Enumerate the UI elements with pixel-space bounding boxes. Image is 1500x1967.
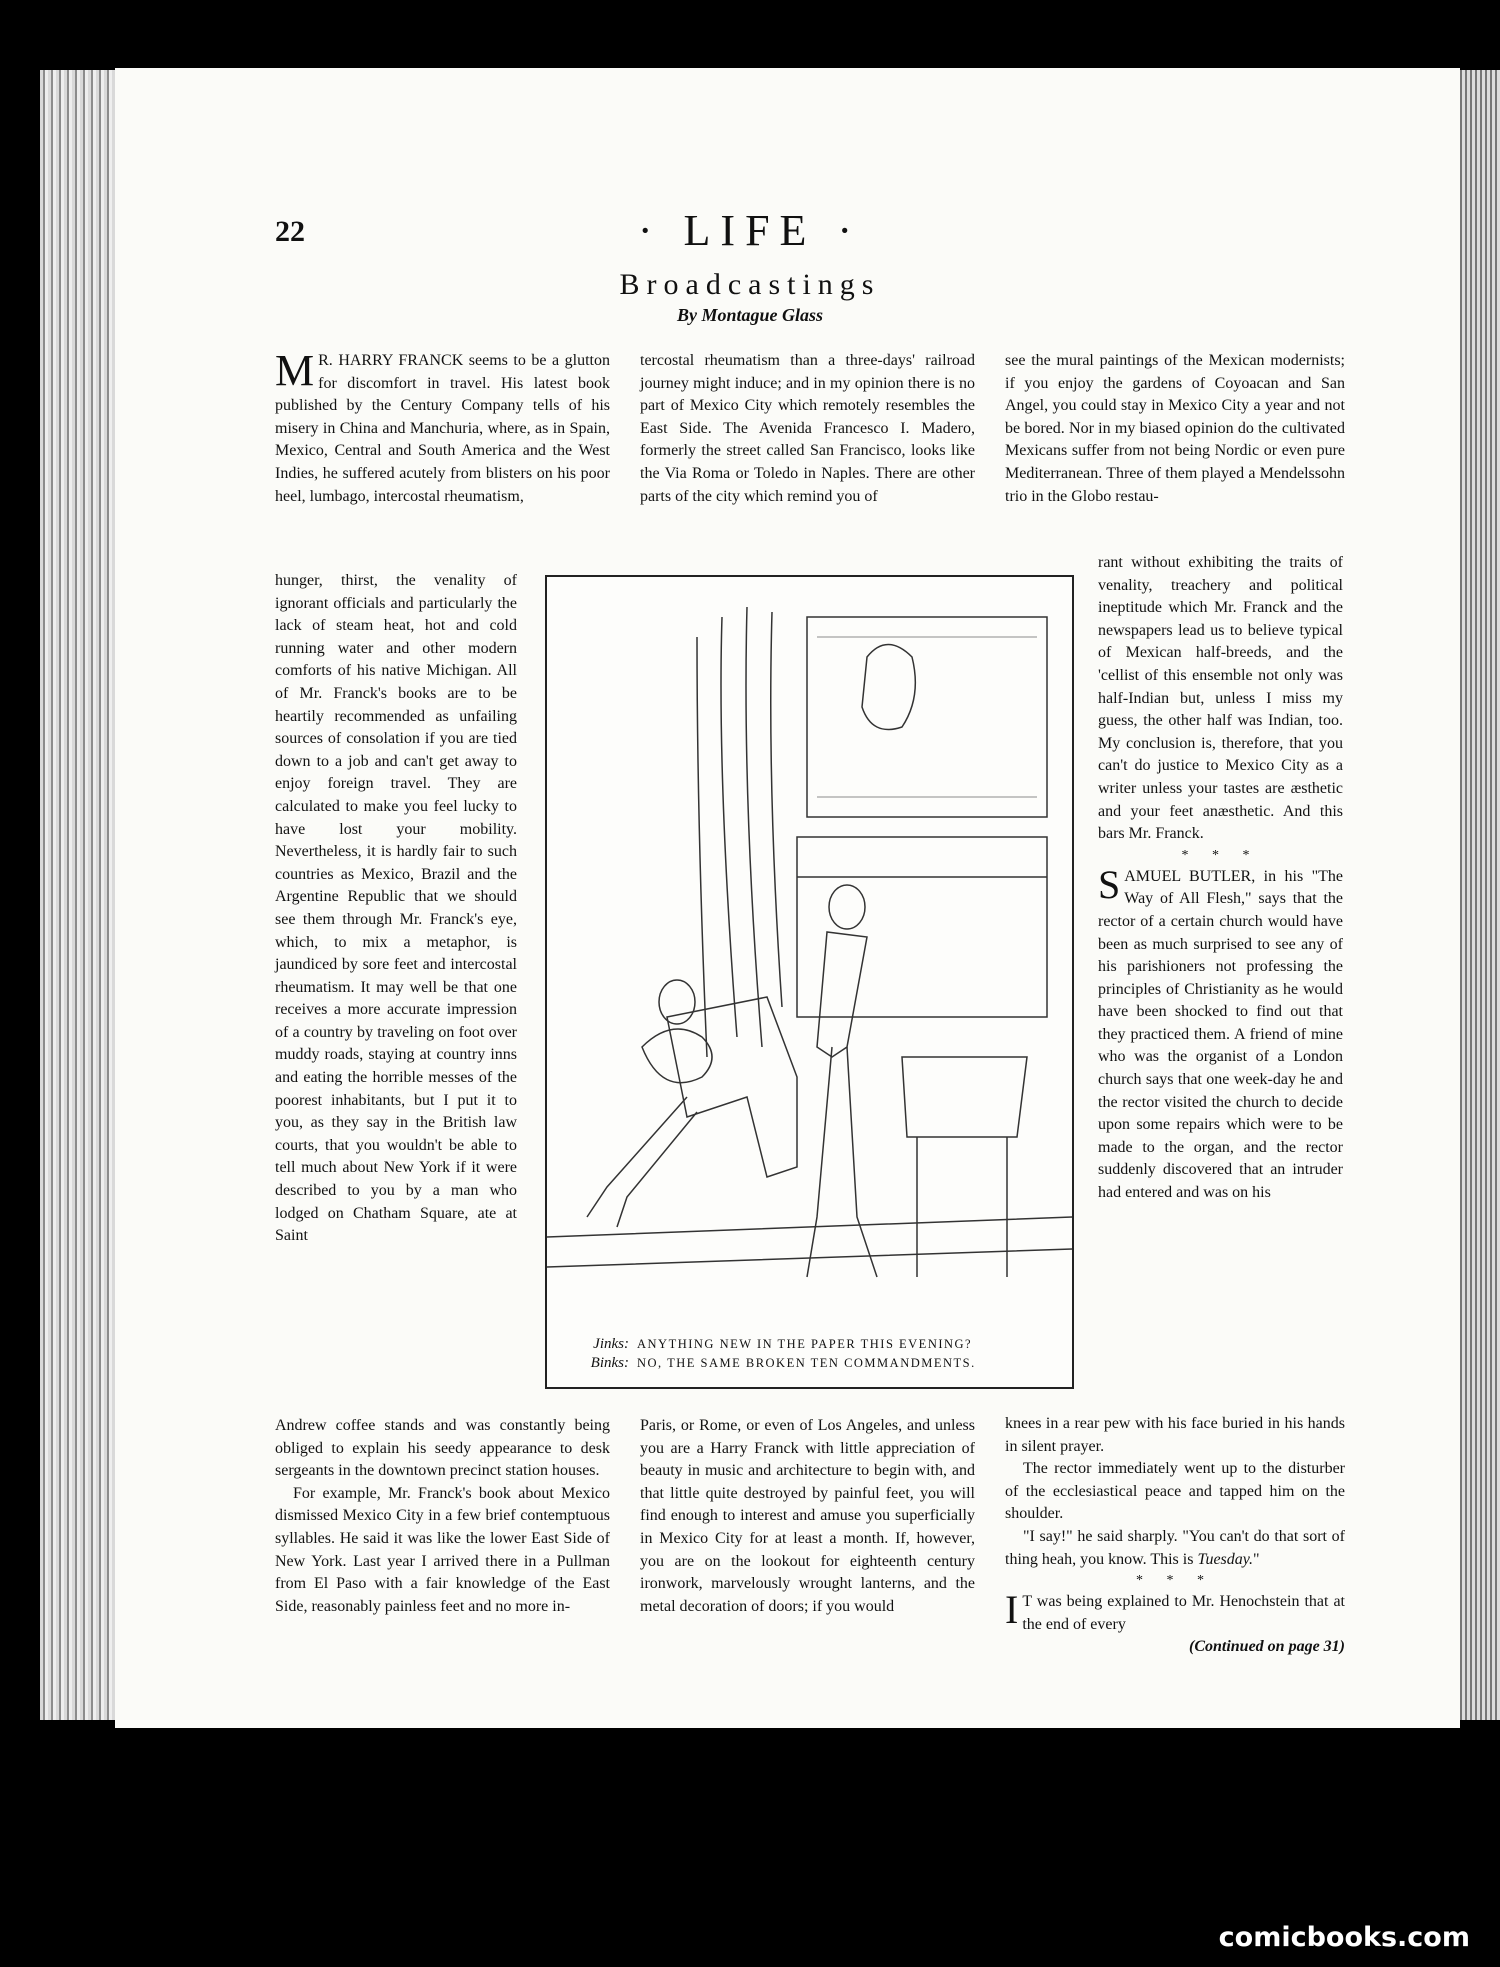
watermark: comicbooks.com	[1218, 1922, 1470, 1953]
drop-cap-m: M	[275, 346, 315, 395]
col3-quote: "I say!" he said sharply. "You can't do that sort of thing heah, you know. This is	[1005, 1527, 1345, 1568]
col1-top-text: R. HARRY FRANCK seems to be a glutton for discomfort in travel. His latest book published by the Century Company tells of his misery in China and Manchuria, where, as in Spain, Mexico, Central and South America and the West Indies, he suffered acutely from blisters on his poor heel, lumbago, intercostal rheumatism,	[275, 352, 610, 505]
column-1-top	[275, 346, 610, 508]
col3-paragraph-3	[1005, 1526, 1345, 1571]
column-1-narrow	[275, 570, 517, 1248]
col3-quote-end: "	[1253, 1550, 1260, 1568]
article-byline: By Montague Glass	[676, 305, 824, 325]
butler-text: AMUEL BUTLER, in his "The Way of All Flesh," says that the rector of a certain church would have been as much surprised to see any of his parishioners not professing the principles of Christianity as he would have been shocked to find out that they practiced them. A friend of mine who was the organist of a London church says that one week-day he and the rector visited the church to decide upon some repairs which were to be made to the organ, and the rector suddenly discovered that an intruder had entered and was on his	[1098, 867, 1343, 1202]
caption-line-2: NO, THE SAME BROKEN TEN COMMANDMENTS.	[637, 1356, 976, 1370]
column-3-bottom	[1005, 1413, 1345, 1659]
illustration-drawing	[547, 577, 1072, 1297]
column-2-bottom	[640, 1415, 975, 1618]
col1-narrow-text: hunger, thirst, the venality of ignorant officials and particularly the lack of steam heat, hot and cold running water and other modern comforts of his native Michigan. All of Mr. Franck's books are to be heartily recommended as unfailing sources of consolation if you are tied down to a job and can't get away to enjoy foreign travel. They are calculated to make you feel lucky to have lost your mobility. Nevertheless, it is hardly fair to such countries as Mexico, Brazil and the Argentine Republic that we should see them through Mr. Franck's eye, which, to mix a metaphor, is jaundiced by sore feet and intercostal rheumatism. It may well be that one receives a more accurate impression of a country by traveling on foot over muddy roads, staying at country inns and eating the horrible messes of the poorest inhabitants, but I put it to you, as they say in the British law courts, that you wouldn't be able to tell much about New York if it were described to you by a man who lodged on Chatham Square, ate at Saint	[275, 572, 517, 1245]
illustration-panel	[545, 575, 1074, 1389]
drop-cap-i: I	[1005, 1587, 1019, 1633]
col3-quote-day: Tuesday.	[1197, 1550, 1253, 1568]
masthead: · LIFE ·	[637, 206, 863, 255]
drop-cap-s: S	[1098, 861, 1121, 907]
column-3-top	[1005, 350, 1345, 508]
section-divider: * * *	[1181, 847, 1260, 863]
col3-bottom-text: knees in a rear pew with his face buried in his hands in silent prayer.	[1005, 1415, 1345, 1455]
col3-narrow-text: rant without exhibiting the traits of venality, treachery and political ineptitude which Mr. Franck and the newspapers lead us to believe typical of Mexican half-breeds, and the 'cellist of this ensemble not only was half-Indian but, unless I miss my guess, the other half was Indian, too. My conclusion is, therefore, that you can't do justice to Mexico City as a writer unless your tastes are æsthetic and your feet anæsthetic. And this bars Mr. Franck.	[1098, 554, 1343, 843]
col3-paragraph-2: The rector immediately went up to the disturber of the ecclesiastical peace and tapped him on the shoulder.	[1005, 1460, 1345, 1523]
column-2-top	[640, 350, 975, 508]
illustration-caption	[567, 1335, 1052, 1373]
col1-paragraph-2: For example, Mr. Franck's book about Mexico dismissed Mexico City in a few brief contemptuous syllables. He said it was like the lower East Side of New York. Last year I arrived there in a Pullman from El Paso with a fair knowledge of the East Side, reasonably painless feet and no more in-	[275, 1484, 610, 1615]
col2-top-text: tercostal rheumatism than a three-days' railroad journey might induce; and in my opinion there is no part of Mexico City which remotely resembles the East Side. The Avenida Francesco I. Madero, formerly the street called San Francisco, looks like the Via Roma or Toledo in Naples. There are other parts of the city which remind you of	[640, 352, 975, 505]
col2-bottom-text: Paris, or Rome, or even of Los Angeles, and unless you are a Harry Franck with little appreciation of beauty in music and architecture to begin with, and that little quite destroyed by painful feet, you will find enough to interest and amuse you superficially in Mexico City for at least a month. If, however, you are on the lookout for eighteenth century ironwork, marvelously wrought lanterns, and the metal decoration of doors; if you would	[640, 1417, 975, 1615]
caption-speaker-1: Jinks:	[593, 1336, 629, 1352]
page-number: 22	[275, 215, 305, 248]
column-3-narrow	[1098, 552, 1343, 1205]
caption-line-1: ANYTHING NEW IN THE PAPER THIS EVENING?	[637, 1337, 973, 1351]
article-title: Broadcastings	[619, 268, 881, 301]
continued-notice: (Continued on page 31)	[1188, 1638, 1345, 1656]
caption-speaker-2: Binks:	[590, 1355, 629, 1371]
section-divider-2: * * *	[1136, 1573, 1214, 1589]
column-1-bottom	[275, 1415, 610, 1618]
last-paragraph-text: T was being explained to Mr. Henochstein that at the end of every	[1022, 1593, 1345, 1633]
col1-bottom-text: Andrew coffee stands and was constantly being obliged to explain his seedy appearance to desk sergeants in the downtown precinct station houses.	[275, 1417, 610, 1480]
col3-top-text: see the mural paintings of the Mexican modernists; if you enjoy the gardens of Coyoacan and San Angel, you could stay in Mexico City a year and not be bored. Nor in my biased opinion do the cultivated Mexicans suffer from not being Nordic or even pure Mediterranean. Three of them played a Mendelssohn trio in the Globo restau-	[1005, 352, 1345, 505]
